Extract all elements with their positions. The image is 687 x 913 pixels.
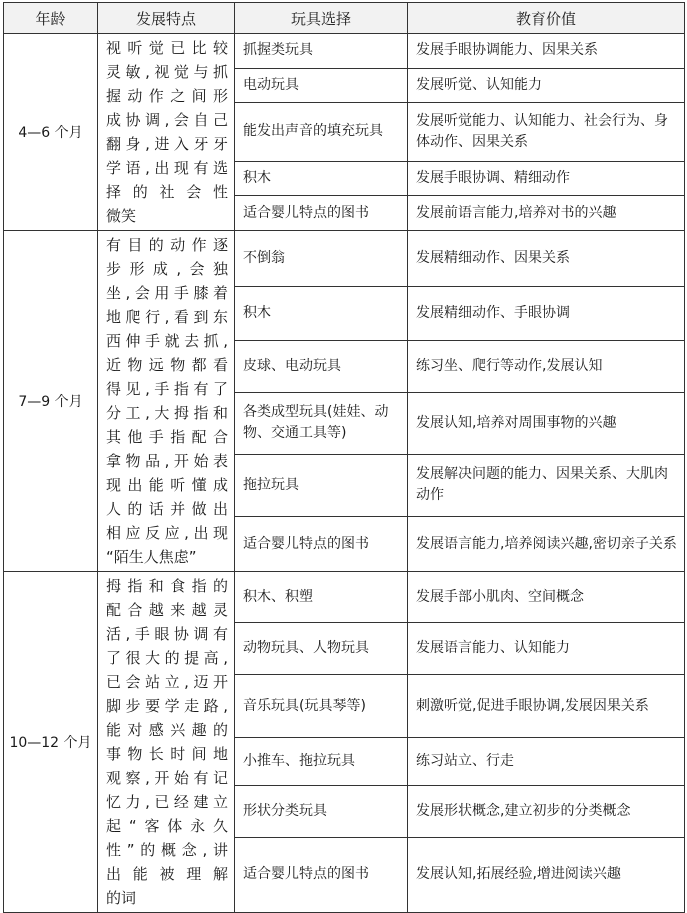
- development-line: 了很大的提高,: [106, 649, 228, 667]
- value-cell: 发展精细动作、手眼协调: [408, 286, 685, 340]
- value-cell: 发展语言能力、认知能力: [408, 623, 685, 674]
- development-line: 能对感兴趣的: [106, 721, 228, 739]
- development-line: 起“客体永久: [106, 817, 228, 835]
- toy-cell: 各类成型玩具(娃娃、动物、交通工具等): [235, 393, 408, 454]
- toy-cell: 形状分类玩具: [235, 786, 408, 837]
- toy-cell: 抓握类玩具: [235, 34, 408, 69]
- toy-cell: 积木、积塑: [235, 572, 408, 623]
- development-line: 人的话并做出: [106, 500, 228, 518]
- development-line: 相应反应,出现: [106, 524, 228, 542]
- value-cell: 发展语言能力,培养阅读兴趣,密切亲子关系: [408, 517, 685, 572]
- development-line: 学语,出现有选: [106, 159, 228, 177]
- value-cell: 发展听觉能力、认知能力、社会行为、身体动作、因果关系: [408, 103, 685, 162]
- development-line: “陌生人焦虑”: [106, 548, 197, 566]
- development-line: 配合越来越灵: [106, 601, 228, 619]
- development-line: 微笑: [106, 207, 137, 225]
- development-line: 近物远物都看: [106, 356, 228, 374]
- development-line: 西伸手就去抓,: [106, 332, 228, 350]
- toy-cell: 适合婴儿特点的图书: [235, 837, 408, 912]
- toy-cell: 拖拉玩具: [235, 454, 408, 517]
- table-row: [4, 572, 685, 623]
- value-cell: 发展前语言能力,培养对书的兴趣: [408, 196, 685, 231]
- development-line: 拇指和食指的: [106, 577, 228, 595]
- development-line: 握动作之间形: [106, 87, 228, 105]
- value-cell: 发展听觉、认知能力: [408, 68, 685, 103]
- development-line: 性”的概念,讲: [106, 841, 228, 859]
- header-row: [4, 3, 685, 34]
- development-line: 活,手眼协调有: [106, 625, 228, 643]
- toy-cell: 音乐玩具(玩具琴等): [235, 674, 408, 737]
- table-row: [4, 34, 685, 69]
- toy-cell: 电动玩具: [235, 68, 408, 103]
- value-cell: 发展精细动作、因果关系: [408, 231, 685, 287]
- header-age: 年龄: [4, 3, 98, 34]
- value-cell: 发展认知,培养对周围事物的兴趣: [408, 393, 685, 454]
- toy-cell: 能发出声音的填充玩具: [235, 103, 408, 162]
- development-line: 脚步要学走路,: [106, 697, 228, 715]
- toy-education-table: [3, 2, 685, 913]
- toy-cell: 皮球、电动玩具: [235, 340, 408, 393]
- development-line: 有目的动作逐: [106, 236, 228, 254]
- age-cell: 7—9 个月: [4, 231, 98, 572]
- development-line: 翻身,进入牙牙: [106, 135, 228, 153]
- value-cell: 刺激听觉,促进手眼协调,发展因果关系: [408, 674, 685, 737]
- development-line: 择的社会性: [106, 183, 228, 201]
- value-cell: 发展手部小肌肉、空间概念: [408, 572, 685, 623]
- development-line: 已会站立,迈开: [106, 673, 228, 691]
- toy-cell: 积木: [235, 161, 408, 196]
- development-line: 的词: [106, 889, 137, 907]
- header-value: 教育价值: [408, 3, 685, 34]
- development-line: 成协调,会自己: [106, 111, 228, 129]
- development-line: 地爬行,看到东: [106, 308, 228, 326]
- toy-cell: 不倒翁: [235, 231, 408, 287]
- age-cell: 10—12 个月: [4, 572, 98, 913]
- development-line: 坐,会用手膝着: [106, 284, 228, 302]
- value-cell: 发展手眼协调、精细动作: [408, 161, 685, 196]
- header-toy: 玩具选择: [235, 3, 408, 34]
- development-line: 步形成,会独: [106, 260, 228, 278]
- value-cell: 发展解决问题的能力、因果关系、大肌肉动作: [408, 454, 685, 517]
- development-line: 现出能听懂成: [106, 476, 228, 494]
- toy-cell: 适合婴儿特点的图书: [235, 196, 408, 231]
- development-cell: [98, 34, 235, 231]
- value-cell: 发展手眼协调能力、因果关系: [408, 34, 685, 69]
- development-line: 分工,大拇指和: [106, 404, 228, 422]
- header-development: 发展特点: [98, 3, 235, 34]
- development-cell: [98, 572, 235, 913]
- value-cell: 发展认知,拓展经验,增进阅读兴趣: [408, 837, 685, 912]
- toy-cell: 小推车、拖拉玩具: [235, 738, 408, 786]
- development-line: 拿物品,开始表: [106, 452, 228, 470]
- development-line: 灵敏,视觉与抓: [106, 63, 228, 81]
- value-cell: 练习站立、行走: [408, 738, 685, 786]
- development-line: 事物长时间地: [106, 745, 228, 763]
- table-row: [4, 231, 685, 287]
- development-line: 得见,手指有了: [106, 380, 228, 398]
- development-line: 其他手指配合: [106, 428, 228, 446]
- development-line: 忆力,已经建立: [106, 793, 228, 811]
- value-cell: 发展形状概念,建立初步的分类概念: [408, 786, 685, 837]
- toy-cell: 动物玩具、人物玩具: [235, 623, 408, 674]
- development-line: 出能被理解: [106, 865, 228, 883]
- toy-cell: 适合婴儿特点的图书: [235, 517, 408, 572]
- age-cell: 4—6 个月: [4, 34, 98, 231]
- development-cell: [98, 231, 235, 572]
- value-cell: 练习坐、爬行等动作,发展认知: [408, 340, 685, 393]
- toy-cell: 积木: [235, 286, 408, 340]
- development-line: 视听觉已比较: [106, 39, 228, 57]
- development-line: 观察,开始有记: [106, 769, 228, 787]
